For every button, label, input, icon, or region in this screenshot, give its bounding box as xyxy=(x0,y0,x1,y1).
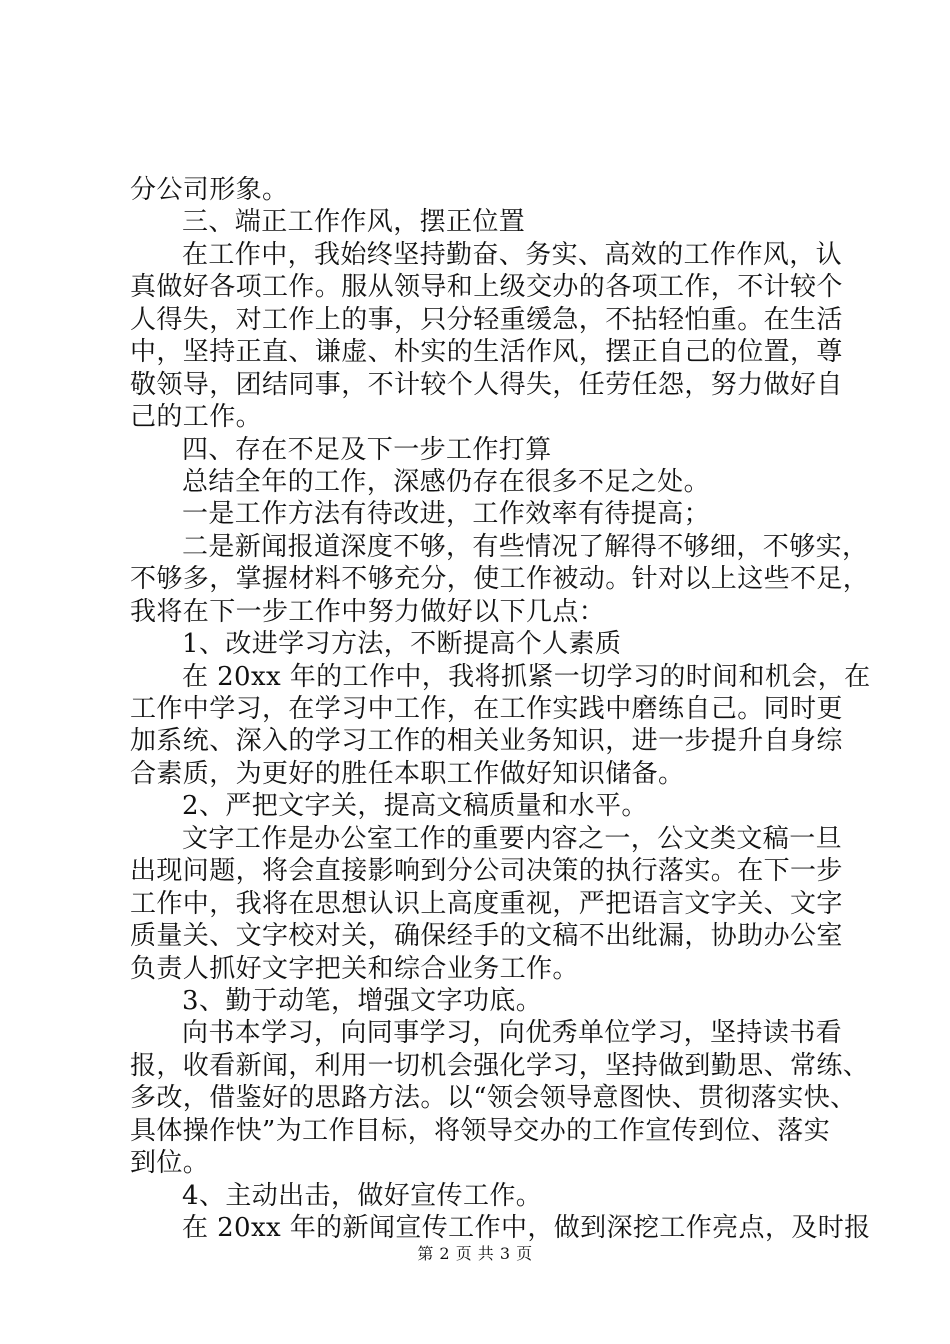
text-line: 合素质，为更好的胜任本职工作做好知识储备。 xyxy=(130,758,685,789)
text-line: 工作中，我将在思想认识上高度重视，严把语言文字关、文字 xyxy=(130,888,843,919)
text-line: 敬领导，团结同事，不计较个人得失，任劳任怨，努力做好自 xyxy=(130,369,843,400)
text-line: 总结全年的工作，深感仍存在很多不足之处。 xyxy=(182,466,711,497)
text-line: 四、存在不足及下一步工作打算 xyxy=(182,434,552,465)
text-line: 在 20xx 年的工作中，我将抓紧一切学习的时间和机会，在 xyxy=(182,661,871,692)
text-line: 3、勤于动笔，增强文字功底。 xyxy=(182,985,543,1016)
text-line: 加系统、深入的学习工作的相关业务知识，进一步提升自身综 xyxy=(130,726,843,757)
text-line: 质量关、文字校对关，确保经手的文稿不出纰漏，协助办公室 xyxy=(130,921,843,952)
text-line: 己的工作。 xyxy=(130,402,263,433)
page-number-label: 第 2 页 共 3 页 xyxy=(417,1244,533,1263)
text-line: 三、端正工作作风，摆正位置 xyxy=(182,207,526,238)
document-body xyxy=(130,174,871,1244)
text-line: 报，收看新闻，利用一切机会强化学习，坚持做到勤思、常练、 xyxy=(130,1050,870,1081)
text-line: 一是工作方法有待改进，工作效率有待提高； xyxy=(182,499,711,530)
text-line: 向书本学习，向同事学习，向优秀单位学习，坚持读书看 xyxy=(182,1018,843,1049)
text-line: 4、主动出击，做好宣传工作。 xyxy=(182,1180,543,1211)
text-line: 二是新闻报道深度不够，有些情况了解得不够细，不够实， xyxy=(182,531,869,562)
text-line: 中，坚持正直、谦虚、朴实的生活作风，摆正自己的位置，尊 xyxy=(130,337,843,368)
text-line: 工作中学习，在学习中工作，在工作实践中磨练自己。同时更 xyxy=(130,694,843,724)
text-line: 1、改进学习方法，不断提高个人素质 xyxy=(182,629,622,660)
text-line: 多改，借鉴好的思路方法。以“领会领导意图快、贯彻落实快、 xyxy=(130,1083,857,1114)
text-line: 文字工作是办公室工作的重要内容之一，公文类文稿一旦 xyxy=(182,823,843,854)
text-line: 分公司形象。 xyxy=(130,175,289,205)
text-line: 出现问题，将会直接影响到分公司决策的执行落实。在下一步 xyxy=(130,856,843,887)
page-footer xyxy=(0,1244,950,1264)
text-line: 在 20xx 年的新闻宣传工作中，做到深挖工作亮点，及时报 xyxy=(182,1213,871,1243)
text-line: 到位。 xyxy=(130,1148,210,1179)
text-line: 在工作中，我始终坚持勤奋、务实、高效的工作作风，认 xyxy=(182,239,843,270)
text-line: 2、严把文字关，提高文稿质量和水平。 xyxy=(182,791,648,822)
text-line: 我将在下一步工作中努力做好以下几点： xyxy=(130,596,606,627)
text-line: 人得失，对工作上的事，只分轻重缓急，不拈轻怕重。在生活 xyxy=(130,304,843,335)
text-line: 真做好各项工作。服从领导和上级交办的各项工作，不计较个 xyxy=(130,272,843,303)
text-line: 具体操作快”为工作目标，将领导交办的工作宣传到位、落实 xyxy=(130,1115,831,1146)
text-line: 不够多，掌握材料不够充分，使工作被动。针对以上这些不足， xyxy=(130,564,870,595)
text-line: 负责人抓好文字把关和综合业务工作。 xyxy=(130,953,579,984)
